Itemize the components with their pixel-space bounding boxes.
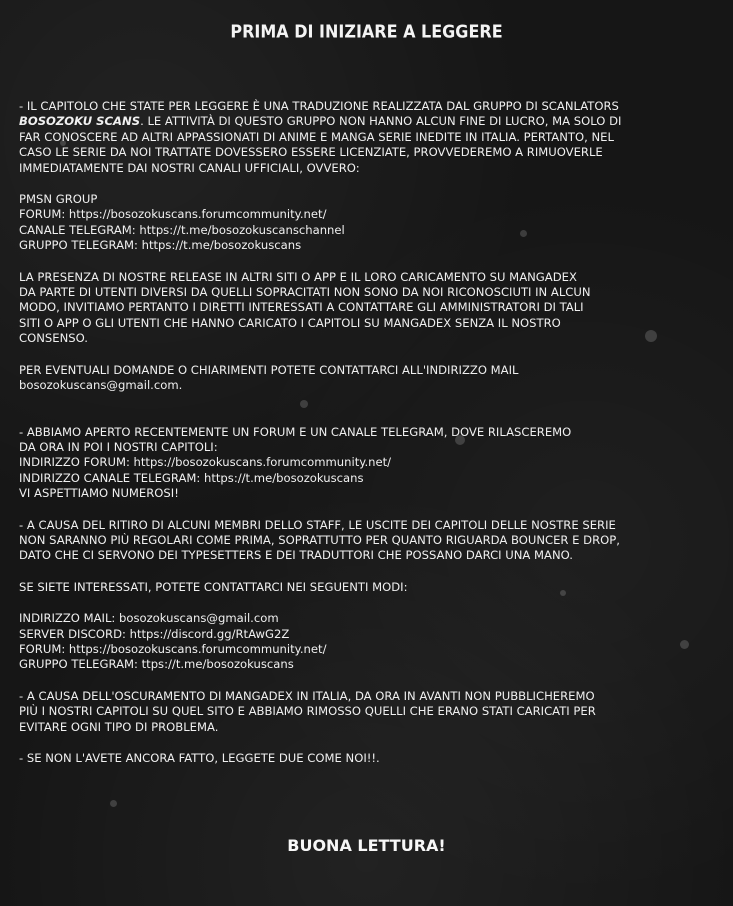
forum-link: FORUM: https://bosozokuscans.forumcommunity.net/ <box>19 641 327 656</box>
telegram-group-link: GRUPPO TELEGRAM: https://t.me/bosozokuscans <box>19 238 302 253</box>
text-line: DA ORA IN POI I NOSTRI CAPITOLI: <box>19 439 218 454</box>
text-line: PMSN GROUP <box>19 192 98 207</box>
page-title: PRIMA DI INIZIARE A LEGGERE <box>230 20 503 43</box>
grunge-speck <box>110 800 117 807</box>
text-span: . LE ATTIVITÀ DI QUESTO GRUPPO NON HANNO ALCUN FINE DI LUCRO, MA SOLO DI <box>140 114 622 129</box>
text-line: PER EVENTUALI DOMANDE O CHIARIMENTI POTETE CONTATTARCI ALL'INDIRIZZO MAIL <box>19 362 519 377</box>
email-address: INDIRIZZO MAIL: bosozokuscans@gmail.com <box>19 611 279 626</box>
telegram-channel-link: CANALE TELEGRAM: https://t.me/bosozokuscanschannel <box>19 222 345 237</box>
text-line <box>19 114 719 129</box>
text-line: - A CAUSA DELL'OSCURAMENTO DI MANGADEX IN ITALIA, DA ORA IN AVANTI NON PUBBLICHEREMO <box>19 688 595 703</box>
text-line: LA PRESENZA DI NOSTRE RELEASE IN ALTRI SITI O APP E IL LORO CARICAMENTO SU MANGADEX <box>19 269 577 284</box>
text-line: MODO, INVITIAMO PERTANTO I DIRETTI INTERESSATI A CONTATTARE GLI AMMINISTRATORI DI TALI <box>19 300 584 315</box>
text-line: - ABBIAMO APERTO RECENTEMENTE UN FORUM E UN CANALE TELEGRAM, DOVE RILASCEREMO <box>19 424 572 439</box>
text-line: SE SIETE INTERESSATI, POTETE CONTATTARCI NEI SEGUENTI MODI: <box>19 579 408 594</box>
text-line: CASO LE SERIE DA NOI TRATTATE DOVESSERO ESSERE LICENZIATE, PROVVEDEREMO A RIMUOVERLE <box>19 145 603 160</box>
text-line: EVITARE OGNI TIPO DI PROBLEMA. <box>19 719 219 734</box>
text-line: DATO CHE CI SERVONO DEI TYPESETTERS E DEI TRADUTTORI CHE POSSANO DARCI UNA MANO. <box>19 548 573 563</box>
text-line: CONSENSO. <box>19 331 88 346</box>
group-name: BOSOZOKU SCANS <box>19 114 141 129</box>
email-address: bosozokuscans@gmail.com. <box>19 378 183 393</box>
discord-link: SERVER DISCORD: https://discord.gg/RtAwG2Z <box>19 626 290 641</box>
text-line: SITI O APP O GLI UTENTI CHE HANNO CARICATO I CAPITOLI SU MANGADEX SENZA IL NOSTRO <box>19 315 561 330</box>
text-line: - SE NON L'AVETE ANCORA FATTO, LEGGETE DUE COME NOI!!. <box>19 751 380 765</box>
text-line: - IL CAPITOLO CHE STATE PER LEGGERE È UNA TRADUZIONE REALIZZATA DAL GRUPPO DI SCANLATORS <box>19 99 619 113</box>
closing-text: BUONA LETTURA! <box>287 836 446 855</box>
text-line: IMMEDIATAMENTE DAI NOSTRI CANALI UFFICIALI, OVVERO: <box>19 160 360 175</box>
text-line: NON SARANNO PIÙ REGOLARI COME PRIMA, SOPRATTUTTO PER QUANTO RIGUARDA BOUNCER E DROP, <box>19 532 620 547</box>
forum-link: INDIRIZZO FORUM: https://bosozokuscans.forumcommunity.net/ <box>19 455 392 470</box>
text-line: PIÙ I NOSTRI CAPITOLI SU QUEL SITO E ABBIAMO RIMOSSO QUELLI CHE ERANO STATI CARICATI PER <box>19 704 596 719</box>
text-line: FAR CONOSCERE AD ALTRI APPASSIONATI DI ANIME E MANGA SERIE INEDITE IN ITALIA. PERTANTO, NEL <box>19 129 614 144</box>
text-line: DA PARTE DI UTENTI DIVERSI DA QUELLI SOPRACITATI NON SONO DA NOI RICONOSCIUTI IN ALCUN <box>19 285 591 300</box>
notice-body <box>19 99 719 766</box>
telegram-channel-link: INDIRIZZO CANALE TELEGRAM: https://t.me/bosozokuscans <box>19 470 364 485</box>
forum-link: FORUM: https://bosozokuscans.forumcommunity.net/ <box>19 207 327 222</box>
telegram-group-link: GRUPPO TELEGRAM: ttps://t.me/bosozokuscans <box>19 657 294 672</box>
text-line: VI ASPETTIAMO NUMEROSI! <box>19 486 179 501</box>
text-line: - A CAUSA DEL RITIRO DI ALCUNI MEMBRI DELLO STAFF, LE USCITE DEI CAPITOLI DELLE NOSTRE SERIE <box>19 517 616 532</box>
